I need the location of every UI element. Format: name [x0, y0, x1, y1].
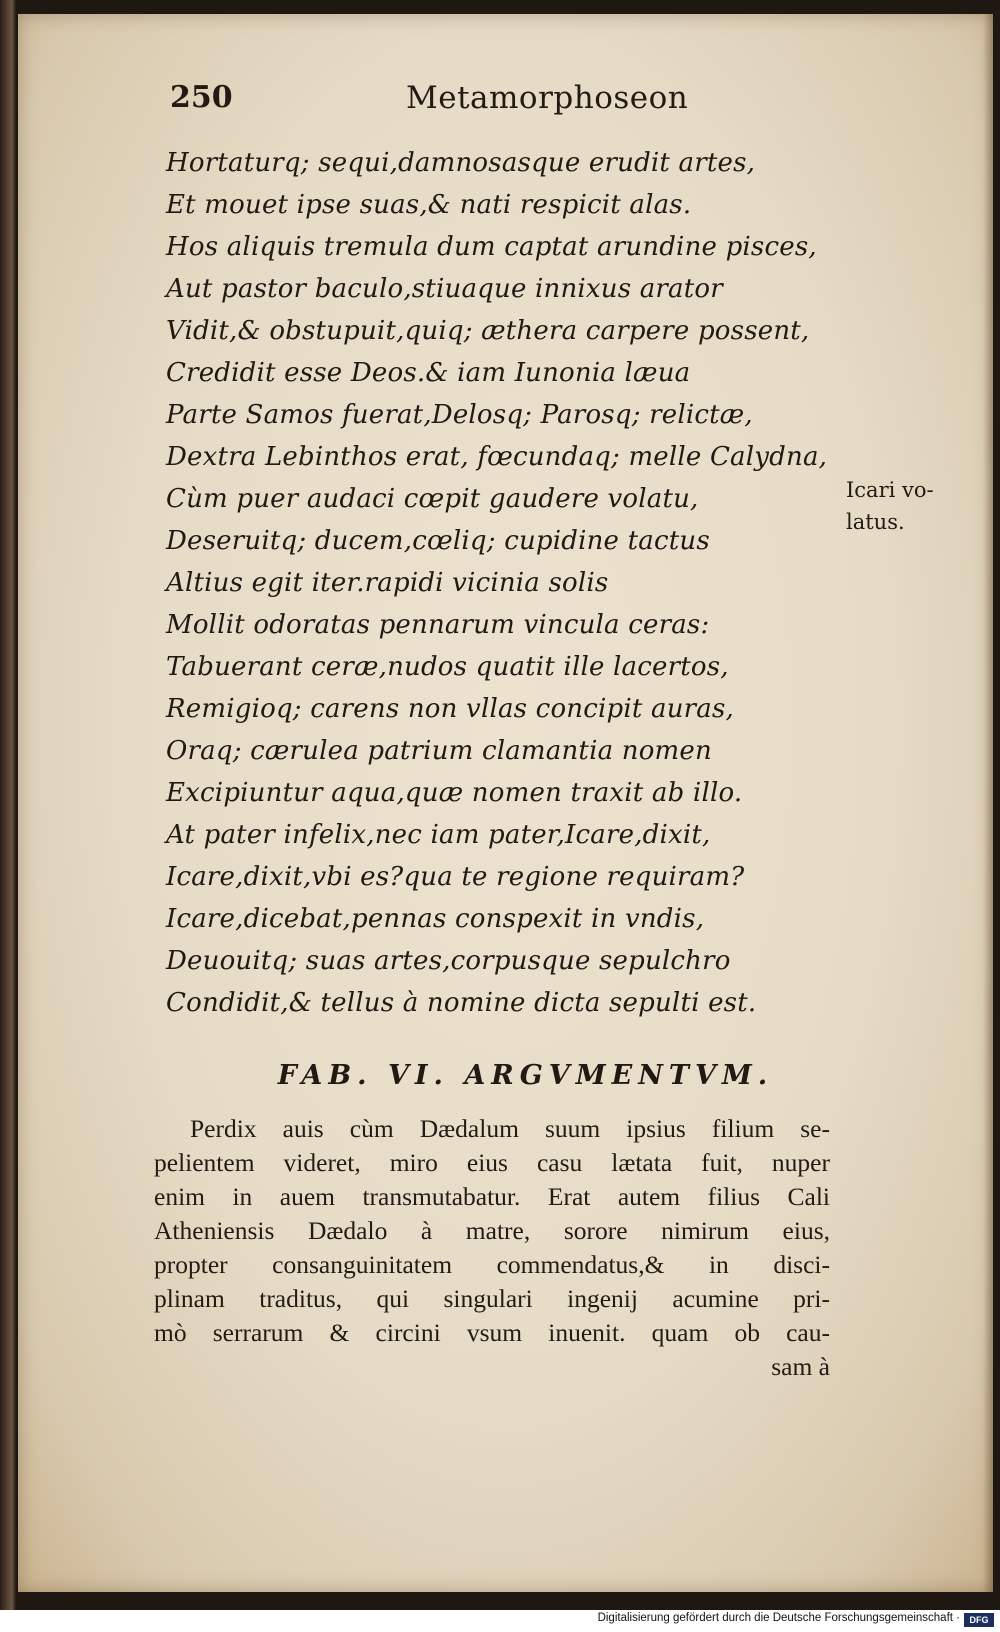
verse-line: Hos aliquis tremula dum captat arundine pisces, [166, 232, 817, 262]
argument-heading: FAB. VI. ARGVMENTVM. [277, 1060, 774, 1091]
book-page [18, 14, 993, 1592]
verse-line: Excipiuntur aqua,quæ nomen traxit ab illo. [166, 778, 743, 808]
verse-line: Hortaturq; sequi,damnosasque erudit artes, [166, 148, 756, 178]
prose-line: propter consanguinitatem commendatus,& in disci- [154, 1250, 830, 1279]
prose-line: enim in auem transmutabatur. Erat autem filius Cali [154, 1182, 830, 1211]
page-number: 250 [170, 80, 233, 115]
verse-line: Oraq; cærulea patrium clamantia nomen [166, 736, 712, 766]
page-edge-shadow [983, 14, 993, 1592]
catchword: sam à [771, 1352, 830, 1381]
page-header [18, 80, 993, 130]
prose-line: mò serrarum & circini vsum inuenit. quam ob cau- [154, 1318, 830, 1347]
verse-line: Parte Samos fuerat,Delosq; Parosq; relictæ, [166, 400, 753, 430]
footer-bar [0, 1610, 1000, 1632]
running-title: Metamorphoseon [406, 80, 689, 116]
verse-line: Remigioq; carens non vllas concipit auras, [166, 694, 734, 724]
funding-credit: Digitalisierung gefördert durch die Deutsche Forschungsgemeinschaft · [597, 1612, 960, 1624]
verse-line: Credidit esse Deos.& iam Iunonia læua [166, 358, 691, 388]
verse-block [166, 142, 846, 1024]
prose-line: pelientem videret, miro eius casu lætata fuit, nuper [154, 1148, 830, 1177]
dfg-logo: DFG [964, 1613, 994, 1627]
verse-line: Aut pastor baculo,stiuaque innixus arator [166, 274, 723, 304]
verse-line: Altius egit iter.rapidi vicinia solis [166, 568, 609, 598]
verse-line: Deuouitq; suas artes,corpusque sepulchro [166, 946, 731, 976]
verse-line: Deseruitq; ducem,cœliq; cupidine tactus [166, 526, 710, 556]
verse-line: Icare,dicebat,pennas conspexit in vndis, [166, 904, 705, 934]
verse-line: Icare,dixit,vbi es?qua te regione requiram? [166, 862, 745, 892]
verse-line: Et mouet ipse suas,& nati respicit alas. [166, 190, 692, 220]
verse-line: At pater infelix,nec iam pater,Icare,dixit, [166, 820, 711, 850]
verse-line: Vidit,& obstupuit,quiq; æthera carpere possent, [166, 316, 810, 346]
argument-text [154, 1112, 830, 1384]
prose-line: Perdix auis cùm Dædalum suum ipsius filium se- [190, 1114, 830, 1143]
marginal-note-line: latus. [846, 510, 905, 534]
verse-line: Cùm puer audaci cœpit gaudere volatu, [166, 484, 699, 514]
verse-line: Tabuerant ceræ,nudos quatit ille lacertos, [166, 652, 729, 682]
marginal-note [846, 474, 966, 538]
verse-line: Mollit odoratas pennarum vincula ceras: [166, 610, 710, 640]
verse-line: Condidit,& tellus à nomine dicta sepulti est. [166, 988, 757, 1018]
prose-line: plinam traditus, qui singulari ingenij acumine pri- [154, 1284, 830, 1313]
marginal-note-line: Icari vo- [846, 478, 934, 502]
verse-line: Dextra Lebinthos erat, fœcundaq; melle Calydna, [166, 442, 828, 472]
prose-line: Atheniensis Dædalo à matre, sorore nimirum eius, [154, 1216, 830, 1245]
